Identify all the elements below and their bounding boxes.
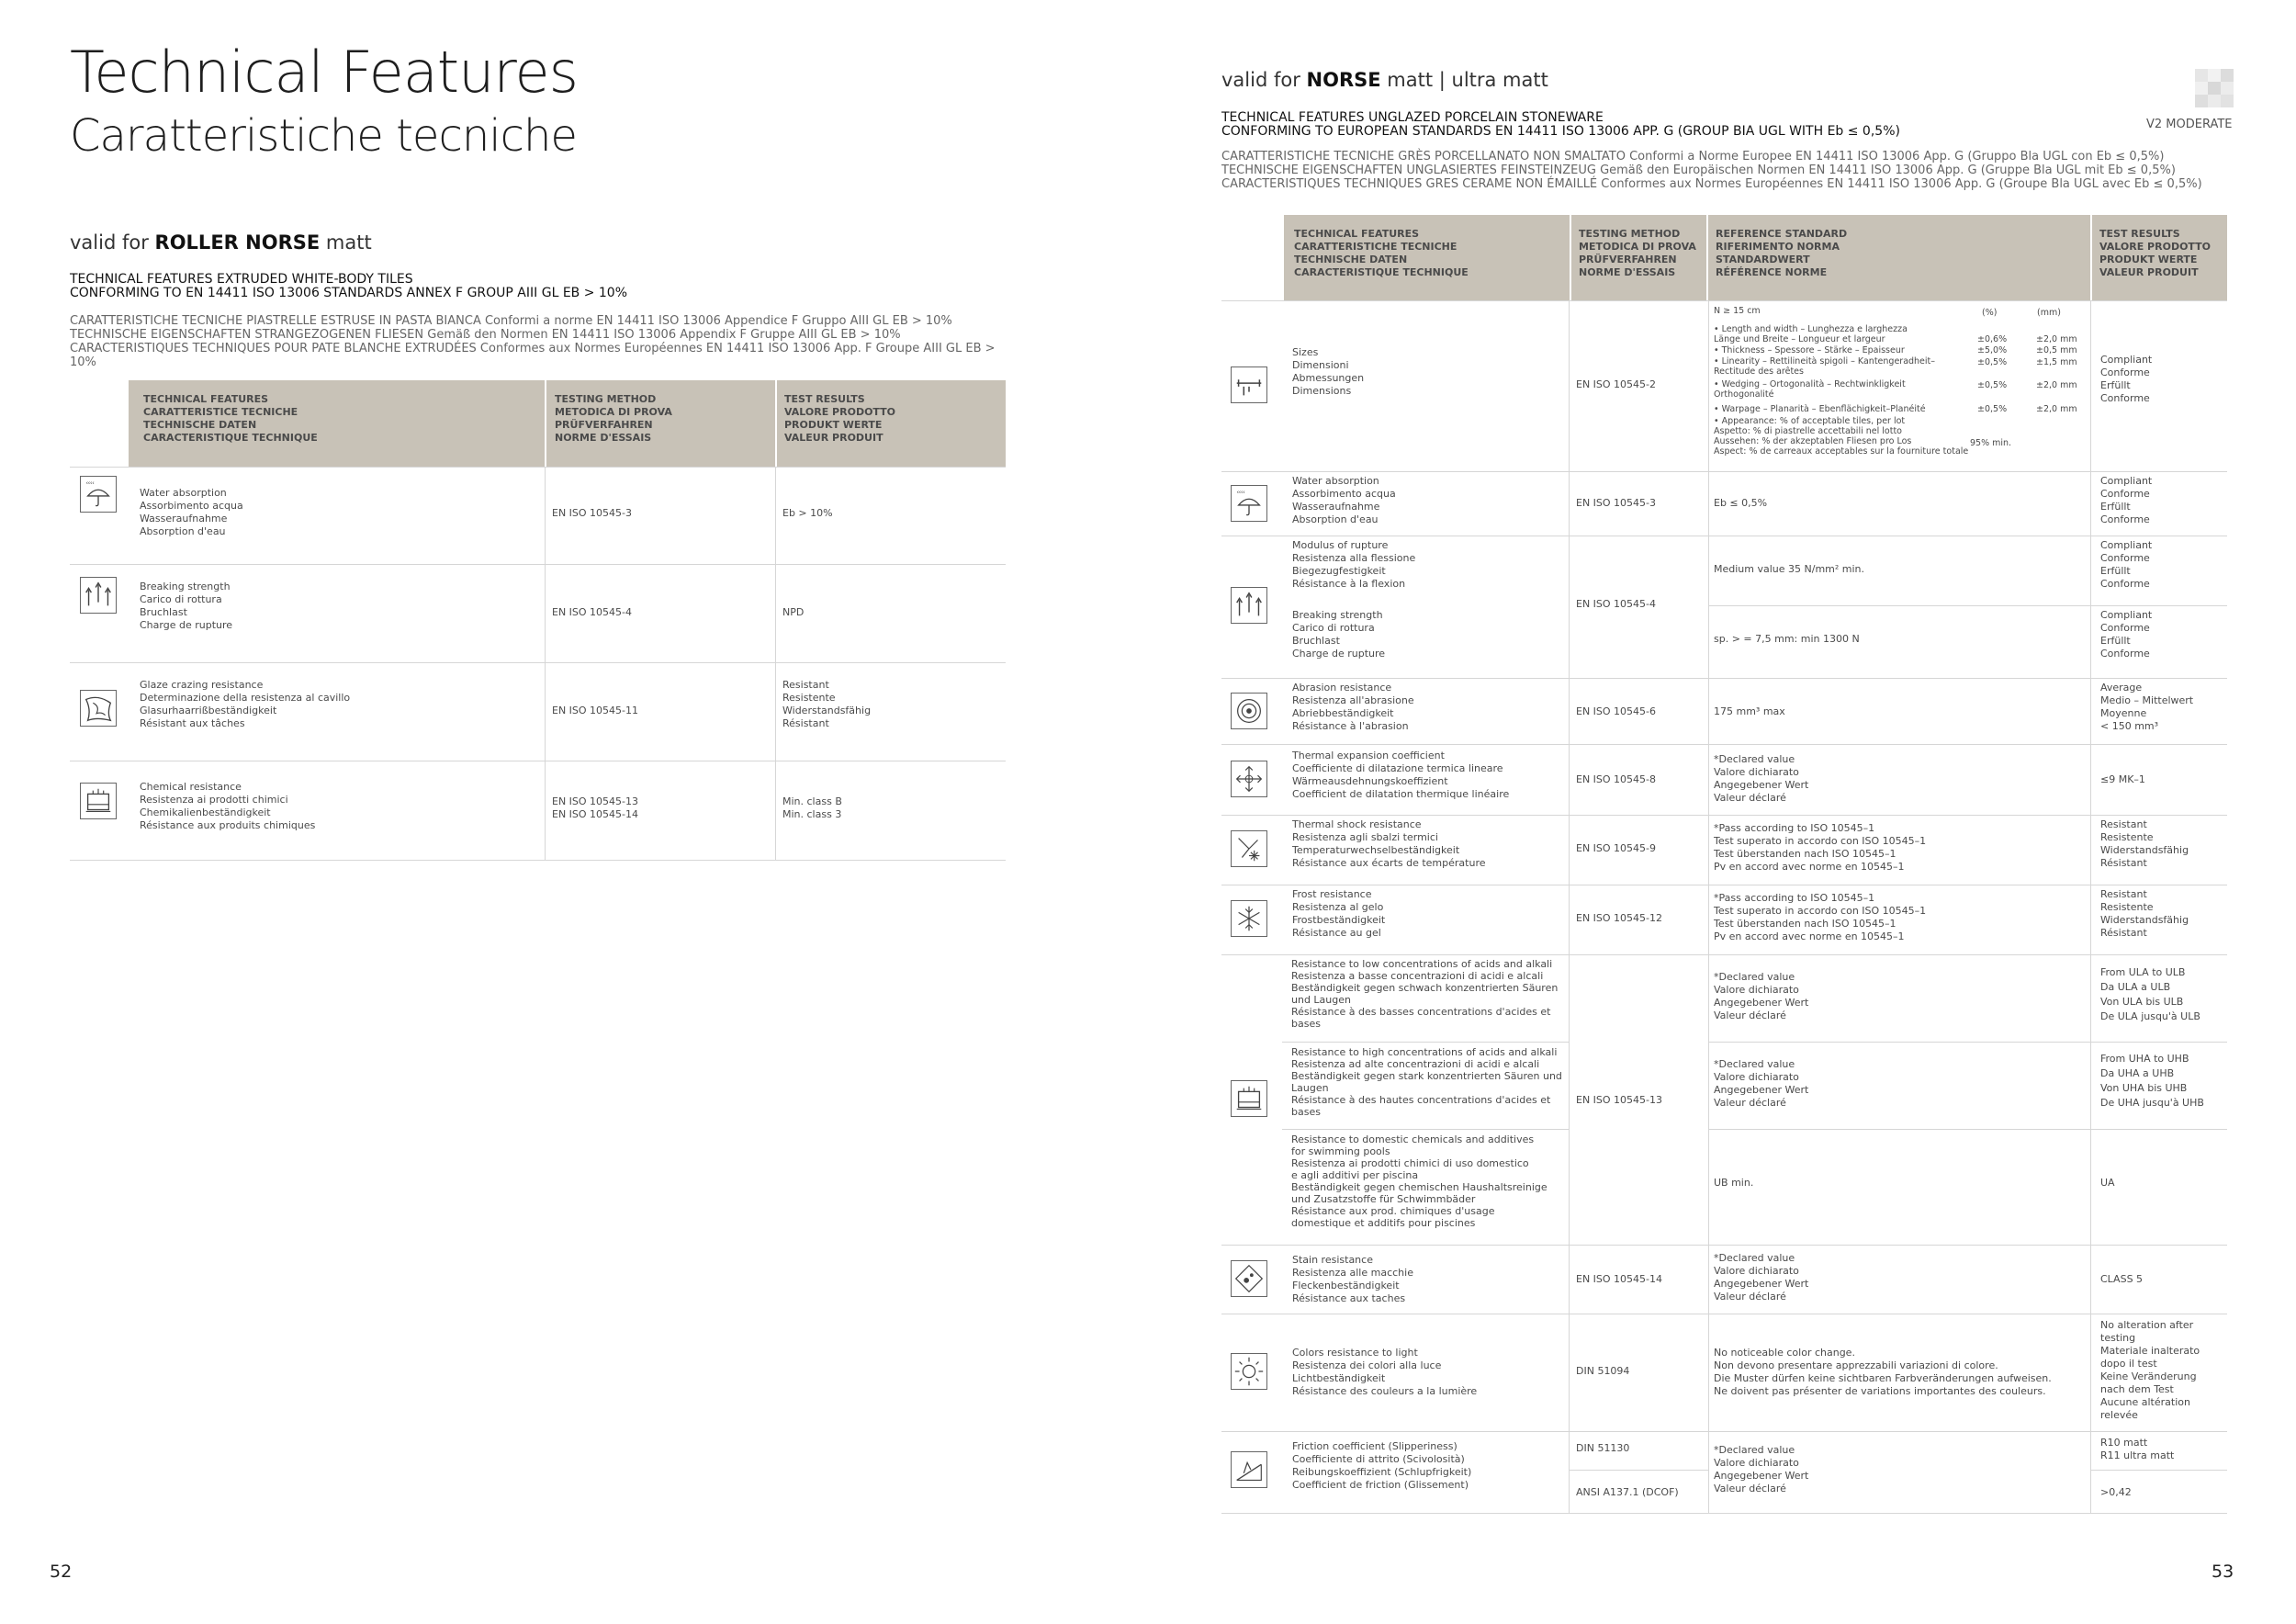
- light-resistance-icon: [1231, 1353, 1267, 1390]
- header-results: TEST RESULTS VALORE PRODOTTO PRODUKT WERTE VALEUR PRODUIT: [784, 393, 896, 444]
- table-row: Chemical resistance Resistenza ai prodotti chimici Chemikalienbeständigkeit Résistance aux produits chimiques EN ISO 10545-13 EN ISO 10545-14 Min. class B Min. class 3: [70, 761, 1006, 861]
- chemical-resistance-icon: [1231, 1080, 1267, 1117]
- page-subtitle: Caratteristiche tecniche: [70, 110, 577, 162]
- left-table-header: [129, 380, 1006, 467]
- v2-moderate-swatch-icon: [2195, 69, 2234, 107]
- table-row: Modulus of rupture Resistenza alla flessione Biegezugfestigkeit Résistance à la flexion Breaking strength Carico di rottura Bruchlast Charge de rupture EN ISO 10545-4 Medium value 35 N/mm² min. sp. > = 7,5 mm: min 1300 N Compliant Conforme Erfüllt Conforme Compliant Conforme Erfüllt Conforme: [1221, 536, 2227, 679]
- table-row: Thermal shock resistance Resistenza agli sbalzi termici Temperaturwechselbeständigkeit Résistance aux écarts de température EN ISO 10545-9 *Pass according to ISO 10545–1 Test superato in accordo con ISO 10545–1 Test überstanden nach ISO 10545–1 Pv en accord avec norme en 10545–1 Resistant Resistente Widerstandsfähig Résistant: [1221, 815, 2227, 885]
- header-testing: TESTING METHOD METODICA DI PROVA PRÜFVERFAHREN NORME D'ESSAIS: [555, 393, 672, 444]
- header-testing: TESTING METHOD METODICA DI PROVA PRÜFVERFAHREN NORME D'ESSAIS: [1579, 228, 1696, 278]
- page-title: Technical Features: [70, 39, 578, 106]
- chemical-resistance-icon: [80, 783, 117, 819]
- table-row: ‹‹‹‹ Water absorption Assorbimento acqua Wasseraufnahme Absorption d'eau EN ISO 10545-3 Eb ≤ 0,5% Compliant Conforme Erfüllt Conforme: [1221, 471, 2227, 536]
- water-absorption-icon: [80, 476, 117, 513]
- table-row: Breaking strength Carico di rottura Bruchlast Charge de rupture EN ISO 10545-4 NPD: [70, 564, 1006, 663]
- stain-resistance-icon: [1231, 1260, 1267, 1297]
- friction-coefficient-icon: [1231, 1451, 1267, 1488]
- thermal-expansion-icon: [1231, 761, 1267, 797]
- frost-resistance-icon: [1231, 900, 1267, 937]
- right-table-header: [1284, 215, 2227, 300]
- table-row: Resistance to low concentrations of acids and alkali Resistenza a basse concentrazioni di acidi e alcali Beständigkeit gegen schwach konzentrierten Säuren und Laugen Résistance à des basses concentrations d'acides et bases Resistance to high concentrations of acids and alkali Resistenza ad alte concentrazioni di acidi e alcali Beständigkeit gegen stark konzentrierten Säuren und Laugen Résistance à des hautes concentrations d'acides et bases Resistance to domestic chemicals and additives for swimming pools Resistenza ai prodotti chimici di uso domestico e agli additivi per piscina Beständigkeit gegen chemischen Haushaltsreinige und Zusatzstoffe für Schwimmbäder Résistance aux prod. chimiques d'usage domestique et additifs pour piscines EN ISO 10545-13 *Declared value Valore dichiarato Angegebener Wert Valeur déclaré *Declared value Valore dichiarato Angegebener Wert Valeur déclaré UB min. From ULA to ULB Da ULA a ULB Von ULA bis ULB De ULA jusqu'à ULB From UHA to UHB Da UHA a UHB Von UHA bis UHB De UHA jusqu'à UHB UA: [1221, 954, 2227, 1246]
- table-row: Abrasion resistance Resistenza all'abrasione Abriebbeständigkeit Résistance à l'abrasion EN ISO 10545-6 175 mm³ max Average Medio – Mittelwert Moyenne < 150 mm³: [1221, 678, 2227, 745]
- header-features: TECHNICAL FEATURES CARATTERISTICE TECNICHE TECHNISCHE DATEN CARACTERISTIQUE TECHNIQUE: [143, 393, 318, 444]
- table-row: Frost resistance Resistenza al gelo Frostbeständigkeit Résistance au gel EN ISO 10545-12 *Pass according to ISO 10545–1 Test superato in accordo con ISO 10545–1 Test überstanden nach ISO 10545–1 Pv en accord avec norme en 10545–1 Resistant Resistente Widerstandsfähig Résistant: [1221, 885, 2227, 955]
- table-row: Glaze crazing resistance Determinazione della resistenza al cavillo Glasurhaarrißbeständigkeit Résistant aux tâches EN ISO 10545-11 Resistant Resistente Widerstandsfähig Résistant: [70, 662, 1006, 761]
- table-row: Colors resistance to light Resistenza dei colori alla luce Lichtbeständigkeit Résistance des couleurs a la lumière DIN 51094 No noticeable color change. Non devono presentare apprezzabili variazioni di colore. Die Muster dürfen keine sichtbaren Farbveränderungen aufweisen. Ne doivent pas présenter de variations importantes des couleurs. No alteration after testing Materiale inalterato dopo il test Keine Veränderung nach dem Test Aucune altération relevée: [1221, 1314, 2227, 1432]
- glaze-crazing-icon: [80, 690, 117, 727]
- svg-text:‹‹‹‹: ‹‹‹‹: [85, 479, 95, 487]
- right-heading: TECHNICAL FEATURES UNGLAZED PORCELAIN STONEWARE CONFORMING TO EUROPEAN STANDARDS EN 14411 ISO 13006 APP. G (GROUP BIA UGL WITH Eb ≤ 0,5%): [1221, 110, 1900, 139]
- table-row: Friction coefficient (Slipperiness) Coefficiente di attrito (Scivolosità) Reibungskoeffizient (Schlupfrigkeit) Coefficient de friction (Glissement) DIN 51130 ANSI A137.1 (DCOF) *Declared value Valore dichiarato Angegebener Wert Valeur déclaré R10 matt R11 ultra matt >0,42: [1221, 1431, 2227, 1514]
- valid-for-line: valid for ROLLER NORSE matt: [70, 231, 372, 254]
- left-heading: TECHNICAL FEATURES EXTRUDED WHITE-BODY TILES CONFORMING TO EN 14411 ISO 13006 STANDARDS ANNEX F GROUP AIII GL EB > 10%: [70, 272, 628, 300]
- breaking-strength-icon: [80, 577, 117, 614]
- header-results: TEST RESULTS VALORE PRODOTTO PRODUKT WERTE VALEUR PRODUIT: [2099, 228, 2212, 278]
- table-row: Thermal expansion coefficient Coefficiente di dilatazione termica lineare Wärmeausdehnungskoeffizient Coefficient de dilatation thermique linéaire EN ISO 10545-8 *Declared value Valore dichiarato Angegebener Wert Valeur déclaré ≤9 MK–1: [1221, 744, 2227, 816]
- valid-for-line: valid for NORSE matt | ultra matt: [1221, 69, 1548, 91]
- page-number-right: 53: [2212, 1562, 2234, 1582]
- header-features: TECHNICAL FEATURES CARATTERISTICHE TECNICHE TECHNISCHE DATEN CARACTERISTIQUE TECHNIQUE: [1294, 228, 1469, 278]
- abrasion-resistance-icon: [1231, 693, 1267, 729]
- table-row: ‹‹‹‹ Water absorption Assorbimento acqua Wasseraufnahme Absorption d'eau EN ISO 10545-3 Eb > 10%: [70, 467, 1006, 565]
- water-absorption-icon: [1231, 485, 1267, 522]
- table-row: Sizes Dimensioni Abmessungen Dimensions EN ISO 10545-2 N ≥ 15 cm (%) (mm) • Length and width – Lunghezza e larghezza Länge und Breite – Longueur et largeur ±0,6% ±2,0 mm • Thickness – Spessore – Stärke – Epaisseur ±5,0% ±0,5 mm • Linearity – Rettilineità spigoli – Kantengeradheit– Rectitude des arêtes ±0,5% ±1,5 mm • Wedging – Ortogonalità – Rechtwinkligkeit Orthogonalité ±0,5% ±2,0 mm • Warpage – Planarità – Ebenflächigkeit–Planéité ±0,5% ±2,0 mm • Appearance: % of acceptable tiles, per lot Aspetto: % di piastrelle accettabili nel lotto Aussehen: % der akzeptablen Fliesen pro Los Aspect: % de carreaux acceptables sur la fourniture totale 95% min. Compliant Conforme Erfüllt Conforme: [1221, 300, 2227, 472]
- variation-badge: V2 MODERATE: [2146, 118, 2233, 131]
- left-description: CARATTERISTICHE TECNICHE PIASTRELLE ESTRUSE IN PASTA BIANCA Conformi a norme EN 14411 ISO 13006 Appendice F Gruppo AIII GL EB > 10% TECHNISCHE EIGENSCHAFTEN STRANGEZOGENEN FLIESEN Gemäß den Normen EN 14411 ISO 13006 Appendix F Gruppe AIII GL EB > 10% CARACTERISTIQUES TECHNIQUES POUR PATE BLANCHE EXTRUDÉES Conformes aux Normes Européennes EN 14411 ISO 13006 App. F Groupe AIII GL EB > 10%: [70, 314, 996, 369]
- thermal-shock-icon: [1231, 830, 1267, 867]
- page-number-left: 52: [50, 1562, 73, 1582]
- header-reference: REFERENCE STANDARD RIFERIMENTO NORMA STANDARDWERT RÉFÉRENCE NORME: [1716, 228, 1848, 278]
- breaking-strength-icon: [1231, 587, 1267, 624]
- sizes-icon: [1231, 367, 1267, 403]
- right-description: CARATTERISTICHE TECNICHE GRÈS PORCELLANATO NON SMALTATO Conformi a Norme Europee EN 14411 ISO 13006 App. G (Gruppo Bla UGL con Eb ≤ 0,5%) TECHNISCHE EIGENSCHAFTEN UNGLASIERTES FEINSTEINZEUG Gemäß den Europäischen Normen EN 14411 ISO 13006 App. G (Gruppe Bla UGL mit Eb ≤ 0,5%) CARACTERISTIQUES TECHNIQUES GRES CERAME NON ÉMAILLÉ Conformes aux Normes Européennes EN 14411 ISO 13006 App. G (Groupe Bla UGL avec Eb ≤ 0,5%): [1221, 150, 2202, 191]
- svg-text:‹‹‹‹: ‹‹‹‹: [1236, 489, 1245, 496]
- table-row: Stain resistance Resistenza alle macchie Fleckenbeständigkeit Résistance aux taches EN ISO 10545-14 *Declared value Valore dichiarato Angegebener Wert Valeur déclaré CLASS 5: [1221, 1245, 2227, 1314]
